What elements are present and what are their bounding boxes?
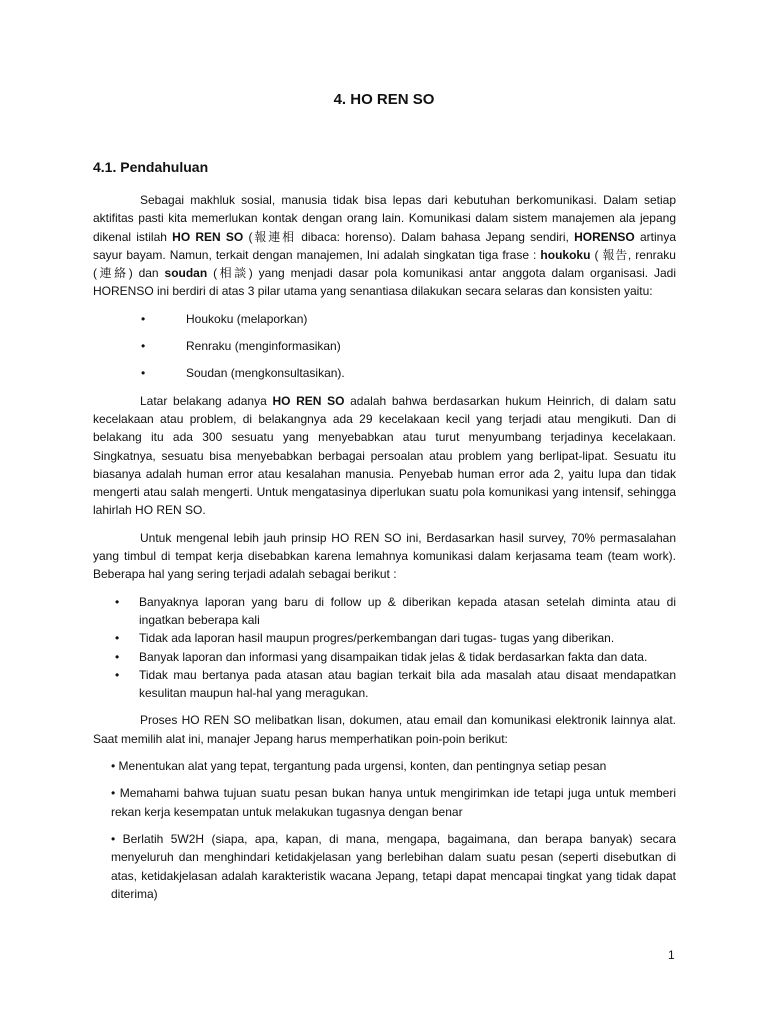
bullet-icon: • bbox=[111, 759, 116, 774]
list-item: • Banyaknya laporan yang baru di follow up & diberikan kepada atasan setelah diminta atau di ingatkan beberapa kali bbox=[115, 594, 676, 627]
term-houkoku: houkoku bbox=[540, 247, 591, 262]
bullet-icon: • bbox=[141, 339, 146, 354]
page-number: 1 bbox=[668, 948, 675, 962]
list-item: • Tidak ada laporan hasil maupun progres/perkembangan dari tugas- tugas yang diberikan. bbox=[93, 629, 676, 647]
bullet-icon: • bbox=[141, 366, 146, 381]
bullet-icon: • bbox=[141, 311, 146, 326]
bullet-icon: • bbox=[111, 831, 116, 846]
survey-paragraph: Untuk mengenal lebih jauh prinsip HO REN SO ini, Berdasarkan hasil survey, 70% permasalahan yang timbul di tempat kerja disebabkan karena lemahnya komunikasi dalam kerjasama team (team work). Beberapa hal yang sering terjadi adalah sebagai berikut : bbox=[93, 530, 676, 582]
list-item: • Berlatih 5W2H (siapa, apa, kapan, di mana, mengapa, bagaimana, dan berapa banyak) secara menyeluruh dan menghindari ketidakjelasan yang berlebihan dalam suatu pesan (seperti disebutkan di atas, ketidakjelasan adalah karakteristik wacana Jepang, tetapi dapat mencapai tingkat yang tidak dapat diterima) bbox=[111, 831, 676, 901]
bullet-icon: • bbox=[115, 667, 120, 682]
pillar-list bbox=[93, 310, 676, 383]
section-heading: 4.1. Pendahuluan bbox=[93, 159, 209, 175]
chapter-title: 4. HO REN SO bbox=[333, 91, 435, 108]
term-horenso: HO REN SO bbox=[272, 393, 345, 408]
process-paragraph: Proses HO REN SO melibatkan lisan, dokumen, atau email dan komunikasi elektronik lainnya alat. Saat memilih alat ini, manajer Jepang harus memperhatikan poin-poin berikut: bbox=[93, 713, 676, 746]
bullet-icon: • bbox=[115, 594, 120, 609]
bullet-icon: • bbox=[115, 649, 120, 664]
bullet-icon: • bbox=[111, 786, 116, 801]
list-item: • Renraku (menginformasikan) bbox=[93, 337, 676, 355]
list-item: • Soudan (mengkonsultasikan). bbox=[93, 364, 676, 382]
term-horenso-word: HORENSO bbox=[574, 229, 635, 244]
bullet-icon: • bbox=[115, 631, 120, 646]
background-paragraph: Latar belakang adanya HO REN SO adalah bahwa berdasarkan hukum Heinrich, di dalam satu kecelakaan atau problem, di belakangnya ada 29 kecelakaan kecil yang terjadi atau mengikuti. Dan di belakang itu ada 300 sesuatu yang menyebabkan atau turut menyumbang terjadinya kecelakaan. Singkatnya, sesuatu bisa menyebabkan berbagai persoalan atau problem yang berlipat-lipat. Sesuatu itu biasanya adalah human error atau kesalahan manusia. Penyebab human error ada 2, yaitu lupa dan tidak mengerti atau salah mengerti. Untuk mengatasinya diperlukan suatu pola komunikasi yang intensif, sehingga lahirlah HO REN SO. bbox=[93, 393, 677, 518]
problem-list bbox=[93, 593, 676, 703]
intro-paragraph: Sebagai makhluk sosial, manusia tidak bisa lepas dari kebutuhan berkomunikasi. Dalam setiap aktifitas pasti kita memerlukan kontak dengan orang lain. Komunikasi dalam sistem manajemen ala jepang dikenal istilah HO REN SO (報連相 dibaca: horenso). Dalam bahasa Jepang sendiri, HORENSO artinya sayur bayam. Namun, terkait dengan manajemen, Ini adalah singkatan tiga frase : houkoku ( 報告, renraku (連絡) dan soudan (相談) yang menjadi dasar pola komunikasi antar anggota dalam organisasi. Jadi HORENSO ini berdiri di atas 3 pilar utama yang senantiasa dilakukan secara selaras dan konsisten yaitu: bbox=[93, 193, 677, 299]
list-item: • Menentukan alat yang tepat, tergantung pada urgensi, konten, dan pentingnya setiap pesan bbox=[111, 759, 607, 774]
points-list bbox=[93, 757, 676, 903]
list-item: • Banyak laporan dan informasi yang disampaikan tidak jelas & tidak berdasarkan fakta dan data. bbox=[93, 648, 676, 666]
list-item: • Tidak mau bertanya pada atasan atau bagian terkait bila ada masalah atau disaat mendapatkan kesulitan maupun hal-hal yang meragukan. bbox=[115, 667, 676, 701]
term-soudan: soudan bbox=[164, 266, 208, 281]
document-body bbox=[93, 191, 676, 912]
list-item: • Memahami bahwa tujuan suatu pesan bukan hanya untuk mengirimkan ide tetapi juga untuk memberi rekan kerja kesempatan untuk melakukan tugasnya dengan benar bbox=[111, 786, 676, 819]
list-item: • Houkoku (melaporkan) bbox=[93, 310, 676, 328]
term-horenso: HO REN SO bbox=[172, 229, 244, 244]
